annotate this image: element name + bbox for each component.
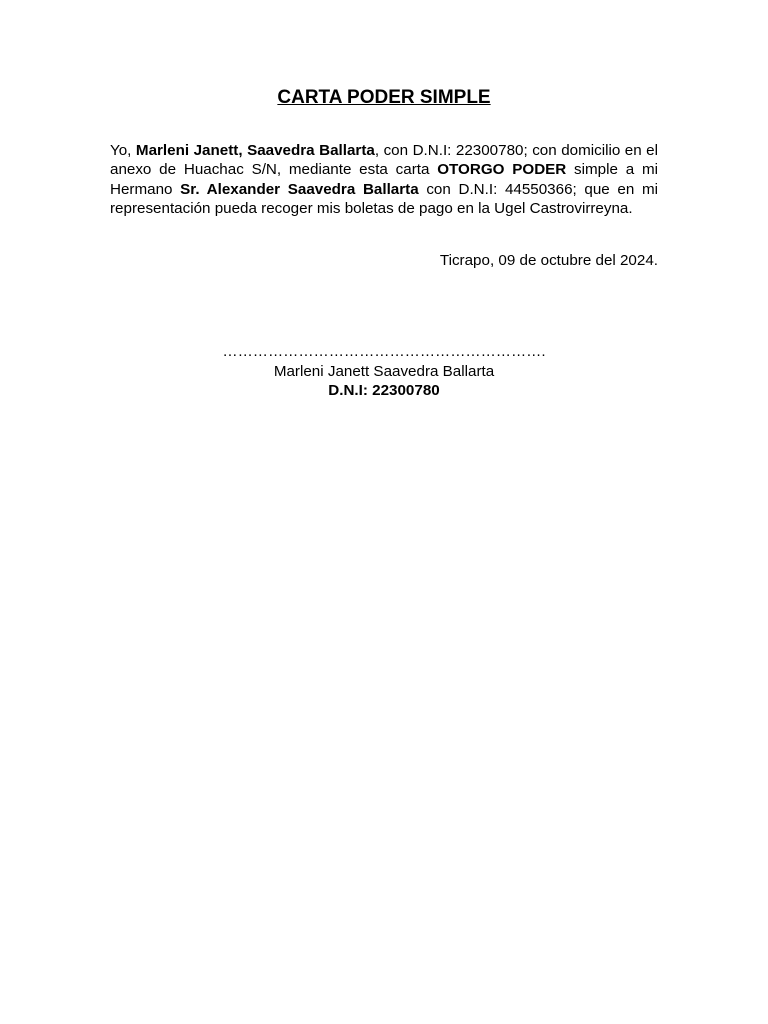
- body-text-4: con D.N.I: 44550366; que en mi representación pueda recoger mis boletas de pago en la Ugel Castrovirreyna.: [110, 180, 658, 217]
- grant-phrase: OTORGO PODER: [437, 161, 567, 179]
- document-title: CARTA PODER SIMPLE: [277, 87, 491, 108]
- body-text-1: Yo,: [110, 142, 136, 159]
- attorney-name: Sr. Alexander Saavedra Ballarta: [180, 180, 419, 198]
- signature-block: [0, 342, 768, 401]
- date-line: Ticrapo, 09 de octubre del 2024.: [439, 252, 658, 269]
- grantor-name: Marleni Janett, Saavedra Ballarta: [135, 142, 375, 159]
- signature-dni: D.N.I: 22300780: [328, 382, 440, 399]
- body-paragraph: [110, 141, 658, 218]
- signature-line: ……………………………………………………….: [222, 343, 546, 360]
- body-text-2: , con D.N.I: 22300780; con domicilio en el anexo de Huachac S/N, mediante esta carta: [110, 142, 659, 179]
- signature-name: Marleni Janett Saavedra Ballarta: [273, 362, 495, 380]
- body-text-3: simple a mi Hermano: [110, 161, 658, 198]
